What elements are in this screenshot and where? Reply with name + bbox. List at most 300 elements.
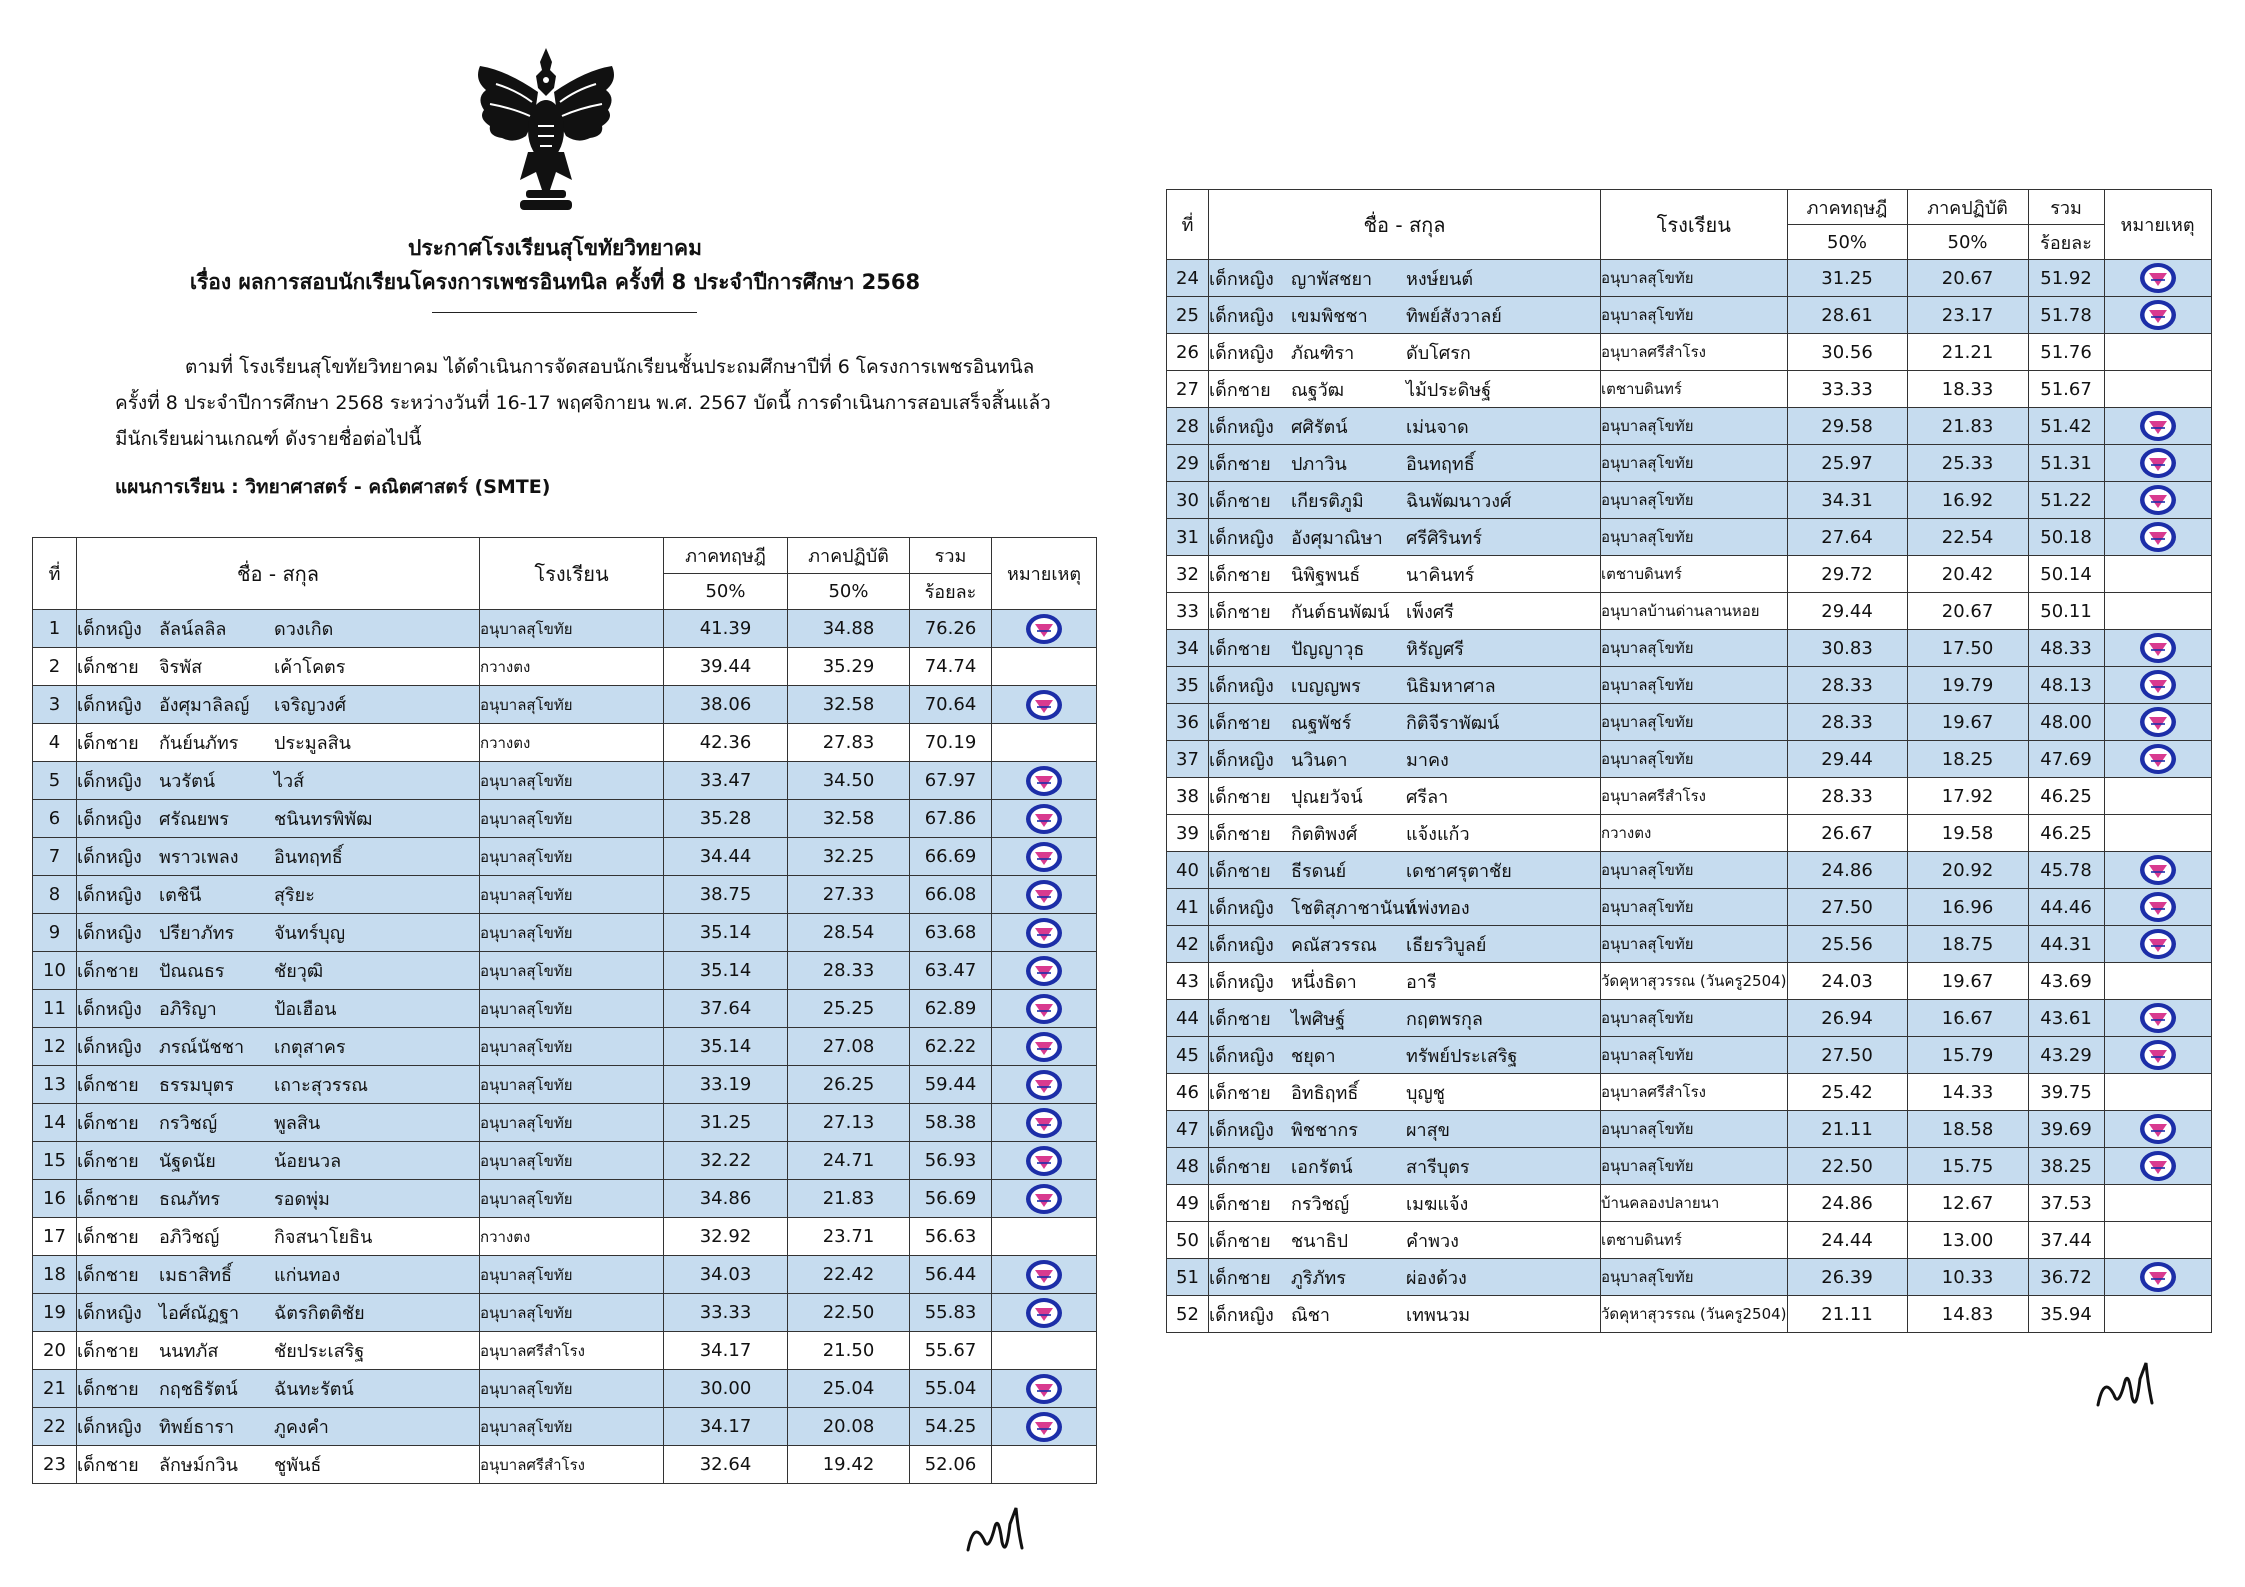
- total-score: 63.47: [910, 952, 992, 990]
- remark-cell: [2104, 815, 2211, 852]
- theory-score: 26.94: [1787, 1000, 1907, 1037]
- row-number: 21: [33, 1370, 77, 1408]
- student-first-name: อังศุมาณิษา: [1291, 527, 1383, 549]
- total-score: 62.22: [910, 1028, 992, 1066]
- student-name: [1209, 1148, 1601, 1185]
- student-row: [33, 1104, 1097, 1142]
- student-row: [1167, 704, 2212, 741]
- theory-score: 28.33: [1787, 667, 1907, 704]
- school-seal-icon: [1024, 1373, 1064, 1405]
- student-name: [1209, 1074, 1601, 1111]
- student-title: เด็กชาย: [1209, 1008, 1271, 1030]
- row-number: 51: [1167, 1259, 1209, 1296]
- practical-score: 12.67: [1907, 1185, 2028, 1222]
- row-number: 14: [33, 1104, 77, 1142]
- student-title: เด็กชาย: [77, 961, 139, 982]
- theory-score: 21.11: [1787, 1296, 1907, 1333]
- remark-cell: [2104, 1111, 2211, 1148]
- student-first-name: เกียรติภูมิ: [1291, 490, 1364, 512]
- student-first-name: อภิวิชญ์: [159, 1227, 220, 1248]
- total-score: 66.08: [910, 876, 992, 914]
- student-row: [1167, 556, 2212, 593]
- school-name: อนุบาลสุโขทัย: [1601, 889, 1788, 926]
- student-last-name: น้อยนวล: [274, 1151, 342, 1172]
- total-score: 54.25: [910, 1408, 992, 1446]
- total-score: 46.25: [2028, 778, 2104, 815]
- practical-score: 19.67: [1907, 963, 2028, 1000]
- student-title: เด็กชาย: [1209, 453, 1271, 475]
- theory-score: 21.11: [1787, 1111, 1907, 1148]
- practical-score: 14.83: [1907, 1296, 2028, 1333]
- remark-cell: [992, 1294, 1097, 1332]
- theory-score: 27.64: [1787, 519, 1907, 556]
- practical-score: 18.25: [1907, 741, 2028, 778]
- row-number: 29: [1167, 445, 1209, 482]
- total-score: 62.89: [910, 990, 992, 1028]
- col-header-practical: ภาคปฏิบัติ: [788, 538, 910, 574]
- student-last-name: สุริยะ: [274, 885, 315, 906]
- row-number: 2: [33, 648, 77, 686]
- school-name: วัดคุหาสุวรรณ (วันครู2504): [1601, 1296, 1788, 1333]
- student-name: [77, 990, 480, 1028]
- student-name: [77, 1180, 480, 1218]
- practical-score: 34.50: [788, 762, 910, 800]
- row-number: 23: [33, 1446, 77, 1484]
- theory-score: 29.58: [1787, 408, 1907, 445]
- total-score: 50.11: [2028, 593, 2104, 630]
- practical-score: 19.58: [1907, 815, 2028, 852]
- student-first-name: ศศิรัตน์: [1291, 416, 1348, 438]
- practical-score: 20.08: [788, 1408, 910, 1446]
- row-number: 6: [33, 800, 77, 838]
- student-title: เด็กชาย: [1209, 1193, 1271, 1215]
- results-body-left: [33, 610, 1097, 1484]
- row-number: 34: [1167, 630, 1209, 667]
- student-last-name: ศรีศิรินทร์: [1406, 527, 1483, 549]
- student-title: เด็กหญิง: [77, 809, 142, 830]
- student-first-name: เตชินี: [159, 885, 202, 906]
- student-name: [77, 1104, 480, 1142]
- student-title: เด็กหญิง: [77, 885, 142, 906]
- school-seal-icon: [1024, 993, 1064, 1025]
- school-seal-icon: [1024, 689, 1064, 721]
- student-first-name: ทิพย์ธารา: [159, 1417, 235, 1438]
- total-score: 50.14: [2028, 556, 2104, 593]
- student-title: เด็กชาย: [1209, 786, 1271, 808]
- school-name: อนุบาลสุโขทัย: [480, 1370, 664, 1408]
- school-name: อนุบาลสุโขทัย: [480, 800, 664, 838]
- student-first-name: คณัสวรรณ: [1291, 934, 1377, 956]
- student-first-name: เอกรัตน์: [1291, 1156, 1353, 1178]
- student-last-name: กฤตพรกุล: [1406, 1008, 1483, 1030]
- student-title: เด็กหญิง: [1209, 1045, 1274, 1067]
- student-last-name: อินทฤทธิ์: [1406, 453, 1475, 475]
- row-number: 39: [1167, 815, 1209, 852]
- row-number: 26: [1167, 334, 1209, 371]
- school-seal-icon: [2138, 262, 2178, 294]
- total-score: 74.74: [910, 648, 992, 686]
- student-row: [1167, 815, 2212, 852]
- practical-score: 16.67: [1907, 1000, 2028, 1037]
- row-number: 50: [1167, 1222, 1209, 1259]
- practical-score: 13.00: [1907, 1222, 2028, 1259]
- student-first-name: นวินดา: [1291, 749, 1348, 771]
- total-score: 44.31: [2028, 926, 2104, 963]
- remark-cell: [2104, 371, 2211, 408]
- student-name: [77, 610, 480, 648]
- student-name: [1209, 371, 1601, 408]
- student-first-name: เมธาสิทธิ์: [159, 1265, 232, 1286]
- total-score: 38.25: [2028, 1148, 2104, 1185]
- school-name: กวางตง: [480, 1218, 664, 1256]
- student-title: เด็กหญิง: [1209, 675, 1274, 697]
- school-name: อนุบาลสุโขทัย: [480, 1180, 664, 1218]
- total-score: 66.69: [910, 838, 992, 876]
- row-number: 43: [1167, 963, 1209, 1000]
- student-first-name: ณฐพัชร์: [1291, 712, 1352, 734]
- practical-score: 28.54: [788, 914, 910, 952]
- student-last-name: บุญชู: [1406, 1082, 1445, 1104]
- theory-score: 30.00: [664, 1370, 788, 1408]
- school-seal-icon: [1024, 765, 1064, 797]
- school-name: อนุบาลสุโขทัย: [1601, 926, 1788, 963]
- student-row: [33, 1446, 1097, 1484]
- student-title: เด็กชาย: [77, 1341, 139, 1362]
- total-score: 51.31: [2028, 445, 2104, 482]
- student-row: [33, 1294, 1097, 1332]
- theory-score: 24.03: [1787, 963, 1907, 1000]
- total-score: 56.69: [910, 1180, 992, 1218]
- school-seal-icon: [1024, 1031, 1064, 1063]
- student-title: เด็กหญิง: [77, 619, 142, 640]
- practical-score: 18.58: [1907, 1111, 2028, 1148]
- school-name: อนุบาลสุโขทัย: [480, 610, 664, 648]
- theory-score: 33.19: [664, 1066, 788, 1104]
- student-row: [33, 648, 1097, 686]
- col-header-practical: ภาคปฏิบัติ: [1907, 190, 2028, 225]
- student-first-name: ชยุดา: [1291, 1045, 1336, 1067]
- remark-cell: [2104, 1148, 2211, 1185]
- school-seal-icon: [2138, 1113, 2178, 1145]
- school-seal-icon: [1024, 613, 1064, 645]
- theory-score: 35.14: [664, 952, 788, 990]
- student-last-name: เดชาศรุตาชัย: [1406, 860, 1512, 882]
- signature-left: [960, 1500, 1030, 1560]
- school-seal-icon: [2138, 1002, 2178, 1034]
- practical-score: 20.42: [1907, 556, 2028, 593]
- col-header-name: ชื่อ - สกุล: [1209, 190, 1601, 260]
- student-first-name: กันย์นภัทร: [159, 733, 239, 754]
- student-title: เด็กหญิง: [77, 923, 142, 944]
- theory-score: 41.39: [664, 610, 788, 648]
- student-row: [1167, 1074, 2212, 1111]
- student-last-name: ผ่องด้วง: [1406, 1267, 1467, 1289]
- practical-score: 18.33: [1907, 371, 2028, 408]
- student-name: [77, 1294, 480, 1332]
- school-name: อนุบาลสุโขทัย: [1601, 852, 1788, 889]
- total-score: 55.04: [910, 1370, 992, 1408]
- student-last-name: สารีบุตร: [1406, 1156, 1470, 1178]
- school-name: อนุบาลสุโขทัย: [480, 1104, 664, 1142]
- student-row: [33, 762, 1097, 800]
- student-title: เด็กชาย: [1209, 860, 1271, 882]
- student-title: เด็กหญิง: [77, 771, 142, 792]
- student-title: เด็กหญิง: [77, 999, 142, 1020]
- student-name: [77, 1066, 480, 1104]
- student-name: [77, 686, 480, 724]
- student-first-name: ญาพัสชยา: [1291, 268, 1373, 290]
- student-first-name: ไพศิษฐ์: [1291, 1008, 1346, 1030]
- theory-score: 25.42: [1787, 1074, 1907, 1111]
- student-name: [1209, 741, 1601, 778]
- theory-score: 26.67: [1787, 815, 1907, 852]
- student-last-name: นิธิมหาศาล: [1406, 675, 1496, 697]
- remark-cell: [992, 724, 1097, 762]
- student-row: [1167, 519, 2212, 556]
- student-last-name: ป้อเฮือน: [274, 999, 337, 1020]
- remark-cell: [2104, 1185, 2211, 1222]
- school-seal-icon: [2138, 484, 2178, 516]
- remark-cell: [992, 990, 1097, 1028]
- school-seal-icon: [2138, 928, 2178, 960]
- student-name: [1209, 815, 1601, 852]
- school-name: อนุบาลสุโขทัย: [1601, 482, 1788, 519]
- student-row: [1167, 852, 2212, 889]
- student-name: [77, 648, 480, 686]
- remark-cell: [2104, 1074, 2211, 1111]
- student-name: [1209, 1111, 1601, 1148]
- student-title: เด็กหญิง: [77, 1417, 142, 1438]
- student-last-name: เมฆแจ้ง: [1406, 1193, 1469, 1215]
- theory-score: 28.61: [1787, 297, 1907, 334]
- student-last-name: ประมูลสิน: [274, 733, 351, 754]
- theory-score: 32.92: [664, 1218, 788, 1256]
- student-row: [33, 914, 1097, 952]
- practical-score: 25.33: [1907, 445, 2028, 482]
- student-row: [33, 1180, 1097, 1218]
- student-last-name: มาคง: [1406, 749, 1449, 771]
- student-name: [77, 1028, 480, 1066]
- student-title: เด็กหญิง: [77, 1037, 142, 1058]
- remark-cell: [2104, 1000, 2211, 1037]
- student-title: เด็กหญิง: [1209, 268, 1274, 290]
- student-last-name: ดวงเกิด: [274, 619, 334, 640]
- student-name: [1209, 297, 1601, 334]
- theory-score: 34.86: [664, 1180, 788, 1218]
- student-last-name: จันทร์บุญ: [274, 923, 346, 944]
- school-name: อนุบาลศรีสำโรง: [480, 1332, 664, 1370]
- student-name: [77, 1408, 480, 1446]
- remark-cell: [2104, 482, 2211, 519]
- student-title: เด็กหญิง: [1209, 342, 1274, 364]
- row-number: 42: [1167, 926, 1209, 963]
- row-number: 16: [33, 1180, 77, 1218]
- student-row: [33, 1408, 1097, 1446]
- student-title: เด็กชาย: [1209, 564, 1271, 586]
- student-row: [1167, 667, 2212, 704]
- student-title: เด็กชาย: [1209, 1082, 1271, 1104]
- total-score: 58.38: [910, 1104, 992, 1142]
- student-row: [1167, 1296, 2212, 1333]
- row-number: 15: [33, 1142, 77, 1180]
- remark-cell: [992, 1104, 1097, 1142]
- intro-line-2: ครั้งที่ 8 ประจำปีการศึกษา 2568 ระหว่างวันที่ 16-17 พฤศจิกายน พ.ศ. 2567 บัดนี้ การดำเนินการสอบเสร็จสิ้นแล้ว: [115, 392, 1051, 414]
- student-title: เด็กชาย: [77, 1075, 139, 1096]
- row-number: 41: [1167, 889, 1209, 926]
- practical-score: 22.54: [1907, 519, 2028, 556]
- total-score: 51.42: [2028, 408, 2104, 445]
- student-title: เด็กหญิง: [1209, 305, 1274, 327]
- student-row: [1167, 889, 2212, 926]
- student-name: [77, 762, 480, 800]
- student-last-name: แจ้งแก้ว: [1406, 823, 1470, 845]
- school-name: อนุบาลสุโขทัย: [480, 914, 664, 952]
- school-name: อนุบาลสุโขทัย: [1601, 408, 1788, 445]
- school-seal-icon: [1024, 1145, 1064, 1177]
- row-number: 18: [33, 1256, 77, 1294]
- remark-cell: [992, 1066, 1097, 1104]
- remark-cell: [2104, 667, 2211, 704]
- student-last-name: นาคินทร์: [1406, 564, 1475, 586]
- theory-score: 33.33: [664, 1294, 788, 1332]
- student-title: เด็กชาย: [1209, 601, 1271, 623]
- school-name: กวางตง: [480, 648, 664, 686]
- school-seal-icon: [2138, 1039, 2178, 1071]
- practical-score: 25.04: [788, 1370, 910, 1408]
- col-header-theory: ภาคทฤษฎี: [1787, 190, 1907, 225]
- student-title: เด็กหญิง: [1209, 971, 1274, 993]
- student-first-name: ปัณณธร: [159, 961, 225, 982]
- student-row: [33, 800, 1097, 838]
- practical-score: 27.13: [788, 1104, 910, 1142]
- student-last-name: กิติจีราพัฒน์: [1406, 712, 1500, 734]
- student-row: [33, 1332, 1097, 1370]
- student-title: เด็กชาย: [1209, 379, 1271, 401]
- practical-score: 21.83: [1907, 408, 2028, 445]
- results-table-right: [1166, 189, 2212, 1333]
- school-name: อนุบาลสุโขทัย: [480, 1066, 664, 1104]
- remark-cell: [992, 800, 1097, 838]
- student-name: [1209, 260, 1601, 297]
- practical-score: 15.75: [1907, 1148, 2028, 1185]
- school-seal-icon: [2138, 1150, 2178, 1182]
- total-score: 76.26: [910, 610, 992, 648]
- student-title: เด็กหญิง: [77, 695, 142, 716]
- student-last-name: หิรัญศรี: [1406, 638, 1464, 660]
- theory-score: 34.17: [664, 1332, 788, 1370]
- student-name: [1209, 556, 1601, 593]
- total-score: 43.69: [2028, 963, 2104, 1000]
- school-seal-icon: [1024, 803, 1064, 835]
- practical-score: 17.50: [1907, 630, 2028, 667]
- school-seal-icon: [1024, 841, 1064, 873]
- student-row: [33, 1142, 1097, 1180]
- student-first-name: เบญญพร: [1291, 675, 1361, 697]
- practical-score: 14.33: [1907, 1074, 2028, 1111]
- school-name: อนุบาลศรีสำโรง: [480, 1446, 664, 1484]
- student-row: [1167, 371, 2212, 408]
- school-seal-icon: [2138, 854, 2178, 886]
- practical-score: 22.50: [788, 1294, 910, 1332]
- student-row: [1167, 778, 2212, 815]
- theory-score: 34.44: [664, 838, 788, 876]
- school-name: อนุบาลสุโขทัย: [480, 1408, 664, 1446]
- remark-cell: [992, 1370, 1097, 1408]
- row-number: 38: [1167, 778, 1209, 815]
- garuda-emblem-icon: [466, 40, 626, 220]
- student-name: [1209, 1296, 1601, 1333]
- student-title: เด็กหญิง: [1209, 527, 1274, 549]
- student-name: [1209, 1222, 1601, 1259]
- row-number: 1: [33, 610, 77, 648]
- remark-cell: [2104, 630, 2211, 667]
- remark-cell: [2104, 741, 2211, 778]
- student-first-name: นวรัตน์: [159, 771, 216, 792]
- student-last-name: ผาสุข: [1406, 1119, 1450, 1141]
- student-name: [1209, 445, 1601, 482]
- student-title: เด็กหญิง: [1209, 897, 1274, 919]
- student-title: เด็กชาย: [77, 733, 139, 754]
- student-first-name: ปรียาภัทร: [159, 923, 235, 944]
- total-score: 63.68: [910, 914, 992, 952]
- total-score: 37.53: [2028, 1185, 2104, 1222]
- row-number: 19: [33, 1294, 77, 1332]
- student-last-name: แพ่งทอง: [1406, 897, 1470, 919]
- student-name: [1209, 778, 1601, 815]
- row-number: 4: [33, 724, 77, 762]
- student-last-name: เทพนวม: [1406, 1304, 1471, 1326]
- total-score: 51.22: [2028, 482, 2104, 519]
- remark-cell: [2104, 1259, 2211, 1296]
- student-first-name: ภัณฑิรา: [1291, 342, 1355, 364]
- student-title: เด็กหญิง: [1209, 1119, 1274, 1141]
- theory-score: 27.50: [1787, 1037, 1907, 1074]
- school-name: กวางตง: [1601, 815, 1788, 852]
- student-first-name: กรวิชญ์: [159, 1113, 218, 1134]
- announcement-title: ประกาศโรงเรียนสุโขทัยวิทยาคม: [408, 236, 702, 260]
- theory-score: 24.86: [1787, 852, 1907, 889]
- intro-line-3: มีนักเรียนผ่านเกณฑ์ ดังรายชื่อต่อไปนี้: [115, 428, 422, 450]
- school-name: อนุบาลสุโขทัย: [1601, 667, 1788, 704]
- remark-cell: [992, 876, 1097, 914]
- student-name: [1209, 334, 1601, 371]
- school-name: เตชาบดินทร์: [1601, 556, 1788, 593]
- student-title: เด็กชาย: [77, 657, 139, 678]
- student-last-name: ฉัตรกิตติชัย: [274, 1303, 365, 1324]
- theory-score: 35.14: [664, 914, 788, 952]
- student-name: [77, 876, 480, 914]
- student-first-name: ภรณ์นัชชา: [159, 1037, 245, 1058]
- student-name: [1209, 889, 1601, 926]
- practical-score: 16.96: [1907, 889, 2028, 926]
- practical-score: 15.79: [1907, 1037, 2028, 1074]
- student-last-name: ฉินพัฒนาวงศ์: [1406, 490, 1512, 512]
- student-first-name: นิพิฐพนธ์: [1291, 564, 1361, 586]
- row-number: 45: [1167, 1037, 1209, 1074]
- student-row: [1167, 1259, 2212, 1296]
- student-first-name: พิชชากร: [1291, 1119, 1358, 1141]
- row-number: 44: [1167, 1000, 1209, 1037]
- student-row: [1167, 334, 2212, 371]
- student-name: [1209, 667, 1601, 704]
- school-name: อนุบาลสุโขทัย: [1601, 630, 1788, 667]
- student-title: เด็กชาย: [77, 1189, 139, 1210]
- student-last-name: ทรัพย์ประเสริฐ: [1406, 1045, 1518, 1067]
- total-score: 43.61: [2028, 1000, 2104, 1037]
- theory-score: 37.64: [664, 990, 788, 1028]
- practical-score: 19.67: [1907, 704, 2028, 741]
- remark-cell: [2104, 260, 2211, 297]
